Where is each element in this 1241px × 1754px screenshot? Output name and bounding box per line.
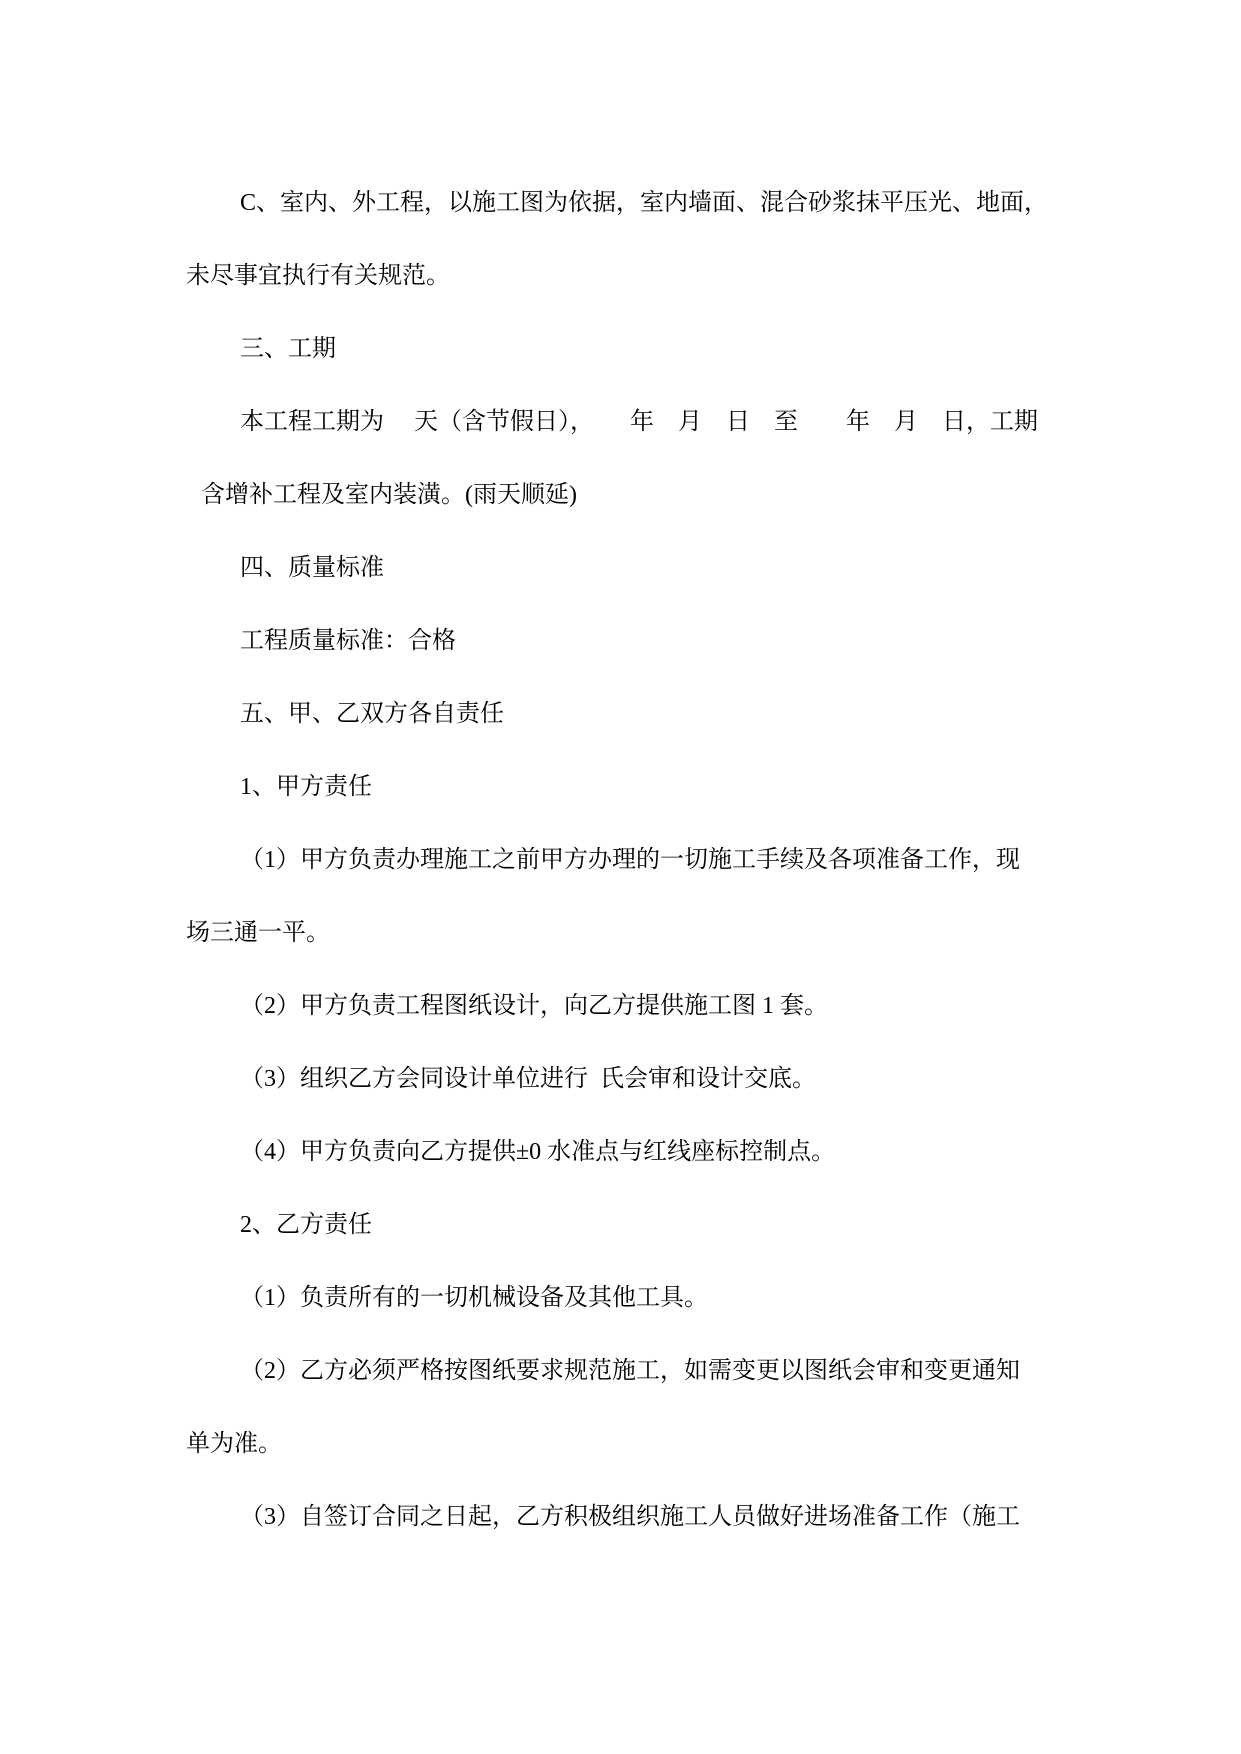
party-b-item-2: （2）乙方必须严格按图纸要求规范施工，如需变更以图纸会审和变更通知 <box>240 1358 1020 1384</box>
party-a-item-1: （1）甲方负责办理施工之前甲方办理的一切施工手续及各项准备工作，现 <box>240 847 1020 873</box>
party-b-item-2-continued: 单为准。 <box>186 1431 282 1457</box>
party-b-item-1: （1）负责所有的一切机械设备及其他工具。 <box>240 1285 708 1311</box>
paragraph-quality-standard: 工程质量标准：合格 <box>240 628 456 654</box>
party-a-item-2: （2）甲方负责工程图纸设计，向乙方提供施工图 1 套。 <box>240 993 828 1019</box>
heading-party-a-responsibilities: 1、甲方责任 <box>240 774 372 800</box>
party-a-item-4: （4）甲方负责向乙方提供±0 水准点与红线座标控制点。 <box>240 1139 836 1165</box>
paragraph-construction-period: 本工程工期为 天（含节假日）， 年 月 日 至 年 月 日，工期 <box>240 409 1038 435</box>
heading-quality-standard: 四、质量标准 <box>240 555 384 581</box>
party-a-item-1-continued: 场三通一平。 <box>186 920 330 946</box>
paragraph-construction-period-continued: 含增补工程及室内装潢。(雨天顺延) <box>201 482 577 508</box>
paragraph-indoor-outdoor-works: C、室内、外工程，以施工图为依据，室内墙面、混合砂浆抹平压光、地面， <box>240 190 1049 216</box>
party-a-item-3: （3）组织乙方会同设计单位进行 氏会审和设计交底。 <box>240 1066 816 1092</box>
heading-party-b-responsibilities: 2、乙方责任 <box>240 1212 372 1238</box>
party-b-item-3: （3）自签订合同之日起，乙方积极组织施工人员做好进场准备工作（施工 <box>240 1504 1020 1530</box>
heading-construction-period: 三、工期 <box>240 336 336 362</box>
heading-responsibilities: 五、甲、乙双方各自责任 <box>240 701 504 727</box>
paragraph-indoor-outdoor-works-continued: 未尽事宜执行有关规范。 <box>186 263 450 289</box>
